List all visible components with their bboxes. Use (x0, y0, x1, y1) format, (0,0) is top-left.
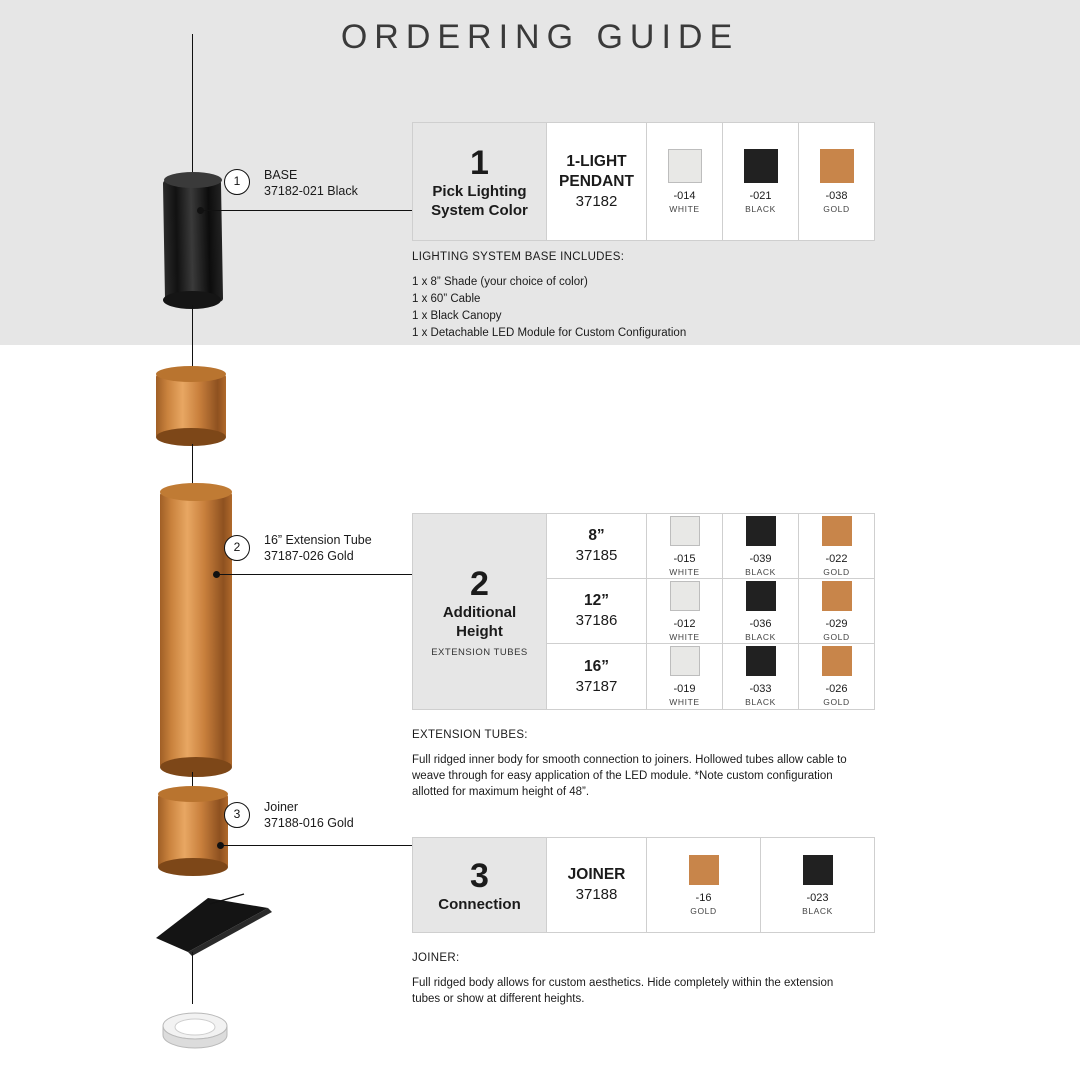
swatch-joiner-gold-code: -16 (695, 891, 712, 904)
swatch-16in-white-name: WHITE (669, 697, 700, 707)
swatch-black (744, 149, 778, 183)
extension-tube-bottom-ellipse (160, 757, 232, 777)
swatch-cell-8in-black[interactable] (723, 514, 799, 578)
step-1-note-line-4: 1 x Detachable LED Module for Custom Configuration (412, 327, 687, 339)
swatch-black (803, 855, 833, 885)
swatch-gold-name: GOLD (823, 204, 850, 214)
callout-2-line1: 16” Extension Tube (264, 533, 372, 547)
swatch-8in-black-name: BLACK (745, 566, 776, 577)
base-black-tube (163, 180, 223, 303)
swatch-cell-12in-black[interactable] (723, 579, 799, 643)
step-2-row-16in (547, 644, 874, 709)
swatch-cell-12in-white[interactable] (647, 579, 723, 643)
swatch-white (670, 581, 700, 611)
short-gold-tube-bottom-ellipse (156, 428, 226, 446)
base-tube-top-ellipse (164, 172, 222, 188)
swatch-black (746, 581, 776, 611)
joiner-top-ellipse (158, 786, 228, 802)
swatch-joiner-black-code: -023 (806, 891, 829, 904)
swatch-cell-joiner-black[interactable] (761, 838, 874, 932)
callout-1-line2: 37182-021 Black (264, 184, 358, 198)
step-1-lead-cell (413, 123, 547, 240)
step-2-note-heading: EXTENSION TUBES: (412, 729, 528, 741)
callout-badge-1: 1 (224, 169, 250, 195)
swatch-12in-white-name: WHITE (669, 631, 700, 642)
callout-3-line2: 37188-016 Gold (264, 816, 354, 830)
step-3-number: 3 (470, 856, 489, 895)
led-module-icon (150, 1004, 240, 1064)
step-2-note (412, 727, 872, 800)
swatch-16in-gold-name: GOLD (823, 697, 850, 707)
callout-label-2 (264, 532, 434, 564)
swatch-16in-black-code: -033 (749, 683, 772, 695)
step-2-sku-name-8in: 8” (588, 527, 605, 544)
step-1-note-line-1: 1 x 8” Shade (your choice of color) (412, 276, 588, 288)
step-2-sku-cell-12in (547, 579, 647, 643)
step-1-sku-cell (547, 123, 647, 240)
swatch-12in-gold-code: -029 (825, 617, 848, 630)
swatch-cell-16in-white[interactable] (647, 644, 723, 709)
short-gold-tube-top-ellipse (156, 366, 226, 382)
step-2-note-body: Full ridged inner body for smooth connection to joiners. Hollowed tubes allow cable to weave through for easy application of the LED module. *Note custom configuration allotted for maximum height of 48”. (412, 754, 847, 798)
callout-leader-dot-3 (217, 842, 224, 849)
swatch-white-name: WHITE (669, 204, 700, 214)
swatch-gold-code: -038 (825, 190, 848, 202)
step-1-note-heading: LIGHTING SYSTEM BASE INCLUDES: (412, 251, 625, 263)
swatch-black (746, 516, 776, 546)
callout-leader-1 (200, 210, 412, 211)
step-1-sku-number: 37182 (575, 192, 618, 210)
swatch-joiner-gold-name: GOLD (690, 905, 717, 916)
callout-label-1 (264, 167, 424, 199)
step-2-table (412, 513, 875, 710)
step-3-sku-number: 37188 (575, 886, 618, 903)
step-2-sku-name-12in: 12” (584, 592, 609, 609)
swatch-12in-black-code: -036 (749, 617, 772, 630)
step-1-note (412, 249, 932, 342)
black-canopy-icon (148, 890, 288, 960)
step-3-note-body: Full ridged body allows for custom aesthetics. Hide completely within the extension tubes or show at different heights. (412, 977, 834, 1005)
swatch-cell-joiner-gold[interactable] (647, 838, 761, 932)
product-exploded-illustration (0, 0, 400, 1080)
swatch-cell-16in-gold[interactable] (799, 644, 874, 709)
swatch-gold (822, 516, 852, 546)
swatch-cell-black[interactable] (723, 123, 799, 240)
swatch-white (670, 646, 700, 676)
swatch-gold (822, 581, 852, 611)
swatch-12in-gold-name: GOLD (823, 631, 850, 642)
step-2-sku-cell-8in (547, 514, 647, 578)
step-1-label: Pick Lighting System Color (431, 182, 528, 219)
swatch-cell-white[interactable] (647, 123, 723, 240)
step-2-number: 2 (470, 565, 489, 603)
step-3-sku-name: JOINER (567, 866, 626, 883)
step-2-sku-cell-16in (547, 644, 647, 709)
callout-leader-3 (220, 845, 412, 846)
step-3-label: Connection (438, 895, 521, 913)
cable-segment-top (192, 34, 193, 174)
swatch-16in-gold-code: -026 (825, 683, 848, 695)
swatch-8in-gold-code: -022 (825, 552, 848, 565)
step-2-sku-name-16in: 16” (584, 657, 609, 675)
joiner-gold-tube (158, 794, 228, 868)
step-1-note-line-3: 1 x Black Canopy (412, 310, 502, 322)
step-2-row-12in (547, 579, 874, 644)
page-title: ORDERING GUIDE (340, 18, 740, 56)
step-2-row-8in (547, 514, 874, 579)
callout-label-3 (264, 799, 424, 831)
step-1-table (412, 122, 875, 241)
swatch-8in-white-code: -015 (673, 552, 696, 565)
step-3-note (412, 950, 852, 1007)
swatch-white-code: -014 (673, 190, 696, 202)
swatch-cell-16in-black[interactable] (723, 644, 799, 709)
step-2-lead-cell (413, 514, 547, 709)
swatch-white (670, 516, 700, 546)
callout-3-line1: Joiner (264, 800, 299, 814)
swatch-cell-gold[interactable] (799, 123, 874, 240)
step-2-label: Additional Height (442, 604, 517, 640)
extension-tube-gold (160, 492, 232, 768)
swatch-cell-12in-gold[interactable] (799, 579, 874, 643)
swatch-gold (822, 646, 852, 676)
callout-badge-2: 2 (224, 535, 250, 561)
step-1-note-line-2: 1 x 60” Cable (412, 293, 481, 305)
swatch-8in-gold-name: GOLD (823, 566, 850, 577)
extension-tube-top-ellipse (160, 483, 232, 501)
swatch-cell-8in-gold[interactable] (799, 514, 874, 578)
callout-leader-dot-1 (197, 207, 204, 214)
step-3-table (412, 837, 875, 933)
step-2-sku-number-8in: 37185 (575, 547, 618, 564)
step-3-note-heading: JOINER: (412, 952, 460, 964)
swatch-black-name: BLACK (745, 204, 776, 214)
step-3-lead-cell (413, 838, 547, 932)
swatch-black (746, 646, 776, 676)
joiner-bottom-ellipse (158, 858, 228, 876)
cable-segment-5 (192, 952, 193, 1004)
step-3-sku-cell (547, 838, 647, 932)
step-2-sku-number-12in: 37186 (575, 612, 618, 629)
step-2-sku-number-16in: 37187 (575, 677, 618, 695)
cable-segment-2 (192, 305, 193, 375)
swatch-black-code: -021 (749, 190, 772, 202)
swatch-16in-black-name: BLACK (745, 697, 776, 707)
swatch-12in-white-code: -012 (673, 617, 696, 630)
callout-badge-3: 3 (224, 802, 250, 828)
callout-2-line2: 37187-026 Gold (264, 549, 354, 563)
swatch-12in-black-name: BLACK (745, 631, 776, 642)
swatch-gold (820, 149, 854, 183)
callout-leader-2 (216, 574, 412, 575)
swatch-8in-black-code: -039 (749, 552, 772, 565)
callout-1-line1: BASE (264, 168, 298, 182)
swatch-joiner-black-name: BLACK (802, 905, 833, 916)
callout-leader-dot-2 (213, 571, 220, 578)
swatch-16in-white-code: -019 (673, 683, 696, 695)
swatch-gold (689, 855, 719, 885)
swatch-cell-8in-white[interactable] (647, 514, 723, 578)
step-1-number: 1 (470, 143, 489, 182)
swatch-white (668, 149, 702, 183)
step-1-sku-name: 1-LIGHT PENDANT (559, 152, 634, 190)
swatch-8in-white-name: WHITE (669, 566, 700, 577)
step-2-sublabel: EXTENSION TUBES (431, 647, 528, 658)
